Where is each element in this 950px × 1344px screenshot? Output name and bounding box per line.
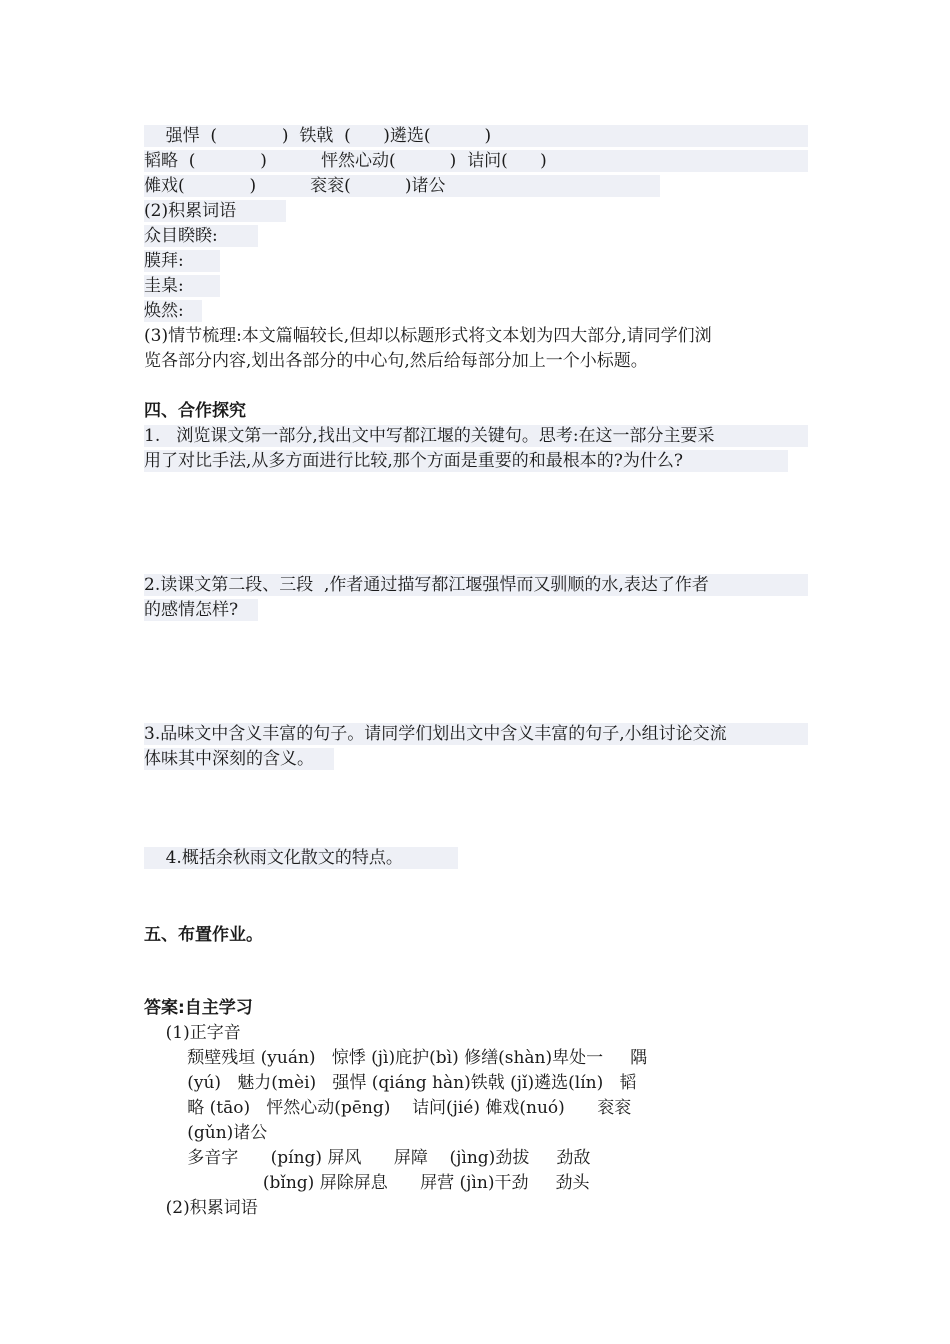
question-2-line-2: 的感情怎样?	[144, 599, 258, 621]
answer-line-3: 略 (tāo) 怦然心动(pēng) 诘问(jié) 傩戏(nuó) 衮衮	[144, 1098, 632, 1118]
section-4-heading: 四、合作探究	[144, 401, 246, 421]
question-2-line-1: 2.读课文第二段、三段 ,作者通过描写都江堰强悍而又驯顺的水,表达了作者	[144, 574, 808, 596]
answer-polyphone-line-1: 多音字 (píng) 屏风 屏障 (jìng)劲拔 劲敌	[144, 1148, 591, 1168]
term-mobai: 膜拜:	[144, 250, 220, 272]
question-4: 4.概括余秋雨文化散文的特点。	[144, 847, 458, 869]
pinyin-exercise-line-2: 韬略 ( ) 怦然心动( ) 诘问( )	[144, 150, 808, 172]
answer-line-1: 颓壁残垣 (yuán) 惊悸 (jì)庇护(bì) 修缮(shàn)卑处一 隅	[144, 1048, 648, 1068]
pinyin-exercise-line-1: 强悍 ( ) 铁戟 ( )遴选( )	[144, 125, 808, 147]
question-1-line-2: 用了对比手法,从多方面进行比较,那个方面是重要的和最根本的?为什么?	[144, 450, 788, 472]
accumulate-words-heading: (2)积累词语	[144, 200, 286, 222]
question-1-line-1: 1. 浏览课文第一部分,找出文中写都江堰的关键句。思考:在这一部分主要采	[144, 425, 808, 447]
plot-outline-line-2: 览各部分内容,划出各部分的中心句,然后给每部分加上一个小标题。	[144, 351, 648, 371]
section-5-heading: 五、布置作业。	[144, 925, 263, 945]
question-3-line-2: 体味其中深刻的含义。	[144, 748, 334, 770]
term-guinie: 圭臬:	[144, 275, 220, 297]
term-huanran: 焕然:	[144, 300, 202, 322]
term-zhongmukuikui: 众目睽睽:	[144, 225, 258, 247]
answers-heading: 答案:自主学习	[144, 998, 253, 1018]
plot-outline-line-1: (3)情节梳理:本文篇幅较长,但却以标题形式将文本划为四大部分,请同学们浏	[144, 326, 712, 346]
answer-line-4: (gǔn)诸公	[144, 1123, 268, 1143]
answers-pronunciation-heading: (1)正字音	[144, 1023, 241, 1043]
question-3-line-1: 3.品味文中含义丰富的句子。请同学们划出文中含义丰富的句子,小组讨论交流	[144, 723, 808, 745]
answer-polyphone-line-2: (bǐng) 屏除屏息 屏营 (jìn)干劲 劲头	[144, 1173, 590, 1193]
answer-line-2: (yú) 魅力(mèi) 强悍 (qiáng hàn)铁戟 (jǐ)遴选(lín) 韬	[144, 1073, 637, 1093]
pinyin-exercise-line-3: 傩戏( ) 衮衮( )诸公	[144, 175, 660, 197]
answers-accumulate-heading: (2)积累词语	[144, 1198, 258, 1218]
